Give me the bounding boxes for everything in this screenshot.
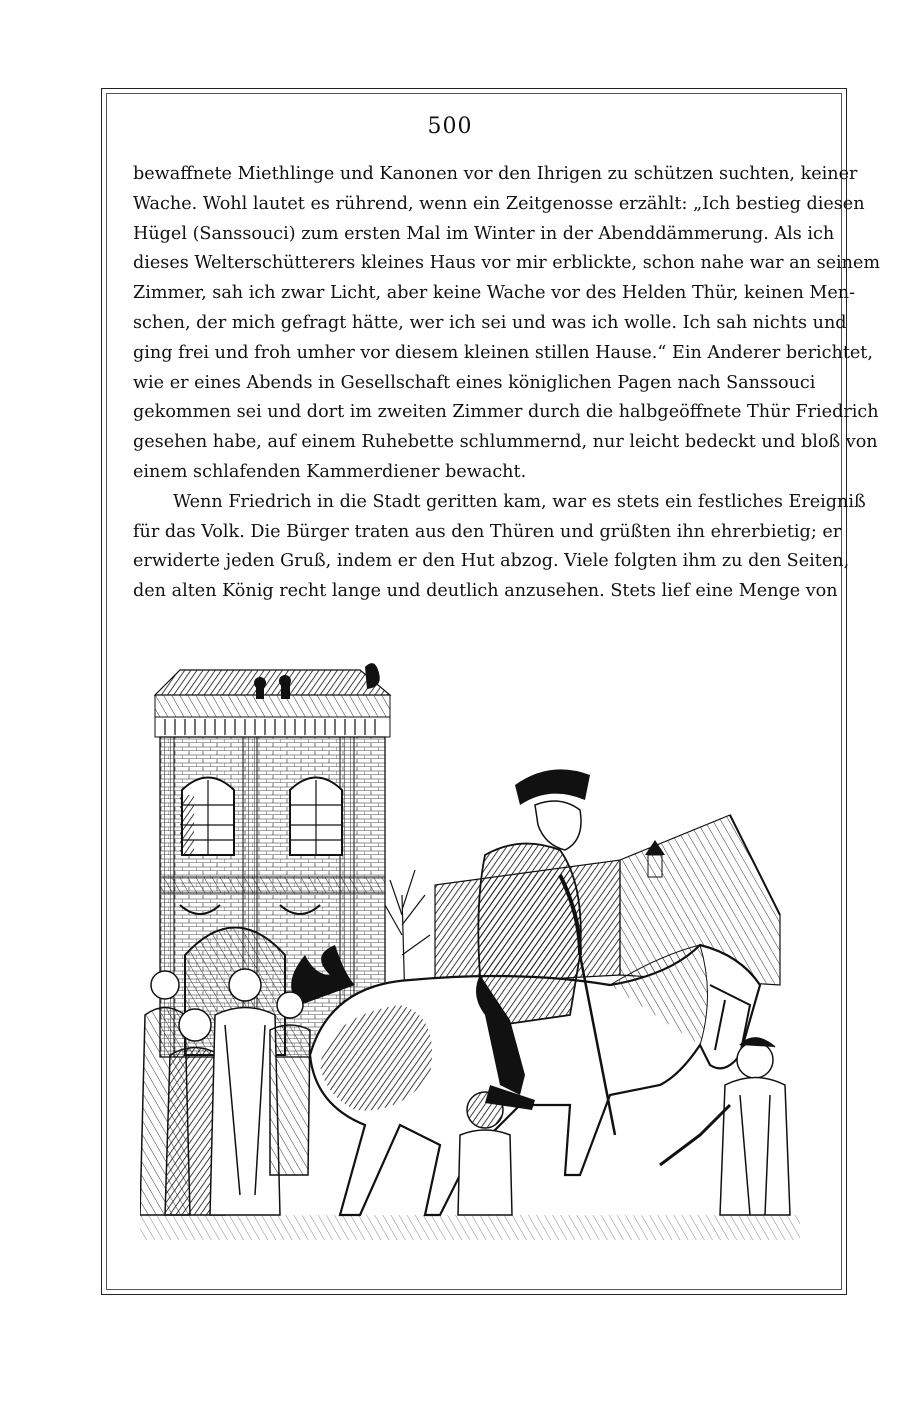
engraving-frederick-on-horseback-icon (140, 655, 800, 1240)
text-line: Hügel (Sanssouci) zum ersten Mal im Winter in der Abenddämmerung. Als ich (133, 223, 835, 244)
text-line: gekommen sei und dort im zweiten Zimmer durch die halbgeöffnete Thür Friedrich (133, 402, 879, 423)
text-line: ging frei und froh umher vor diesem kleinen stillen Hause.“ Ein Anderer berichtet, (133, 342, 873, 363)
text-line: erwiderte jeden Gruß, indem er den Hut abzog. Viele folgten ihm zu den Seiten, (133, 551, 850, 572)
text-line: dieses Welterschütterers kleines Haus vor mir erblickte, schon nahe war an seinem (133, 253, 881, 274)
text-line: schen, der mich gefragt hätte, wer ich sei und was ich wolle. Ich sah nichts und (133, 312, 847, 333)
text-line: einem schlafenden Kammerdiener bewacht. (133, 461, 527, 482)
text-line: für das Volk. Die Bürger traten aus den Thüren und grüßten ihn ehrerbietig; er (133, 521, 842, 542)
text-line: wie er eines Abends in Gesellschaft eines königlichen Pagen nach Sanssouci (133, 372, 816, 393)
page-number: 500 (427, 114, 473, 139)
text-line: Zimmer, sah ich zwar Licht, aber keine Wache vor des Helden Thür, keinen Men- (133, 283, 856, 304)
body-text (133, 160, 881, 607)
text-line: gesehen habe, auf einem Ruhebette schlummernd, nur leicht bedeckt und bloß von (133, 432, 878, 453)
text-line: Wache. Wohl lautet es rührend, wenn ein Zeitgenosse erzählt: „Ich bestieg diesen (133, 193, 865, 214)
text-line: den alten König recht lange und deutlich anzusehen. Stets lief eine Menge von (133, 581, 838, 602)
text-line: bewaffnete Miethlinge und Kanonen vor den Ihrigen zu schützen suchten, keiner (133, 164, 858, 184)
text-line: Wenn Friedrich in die Stadt geritten kam, war es stets ein festliches Ereigniß (173, 491, 866, 512)
